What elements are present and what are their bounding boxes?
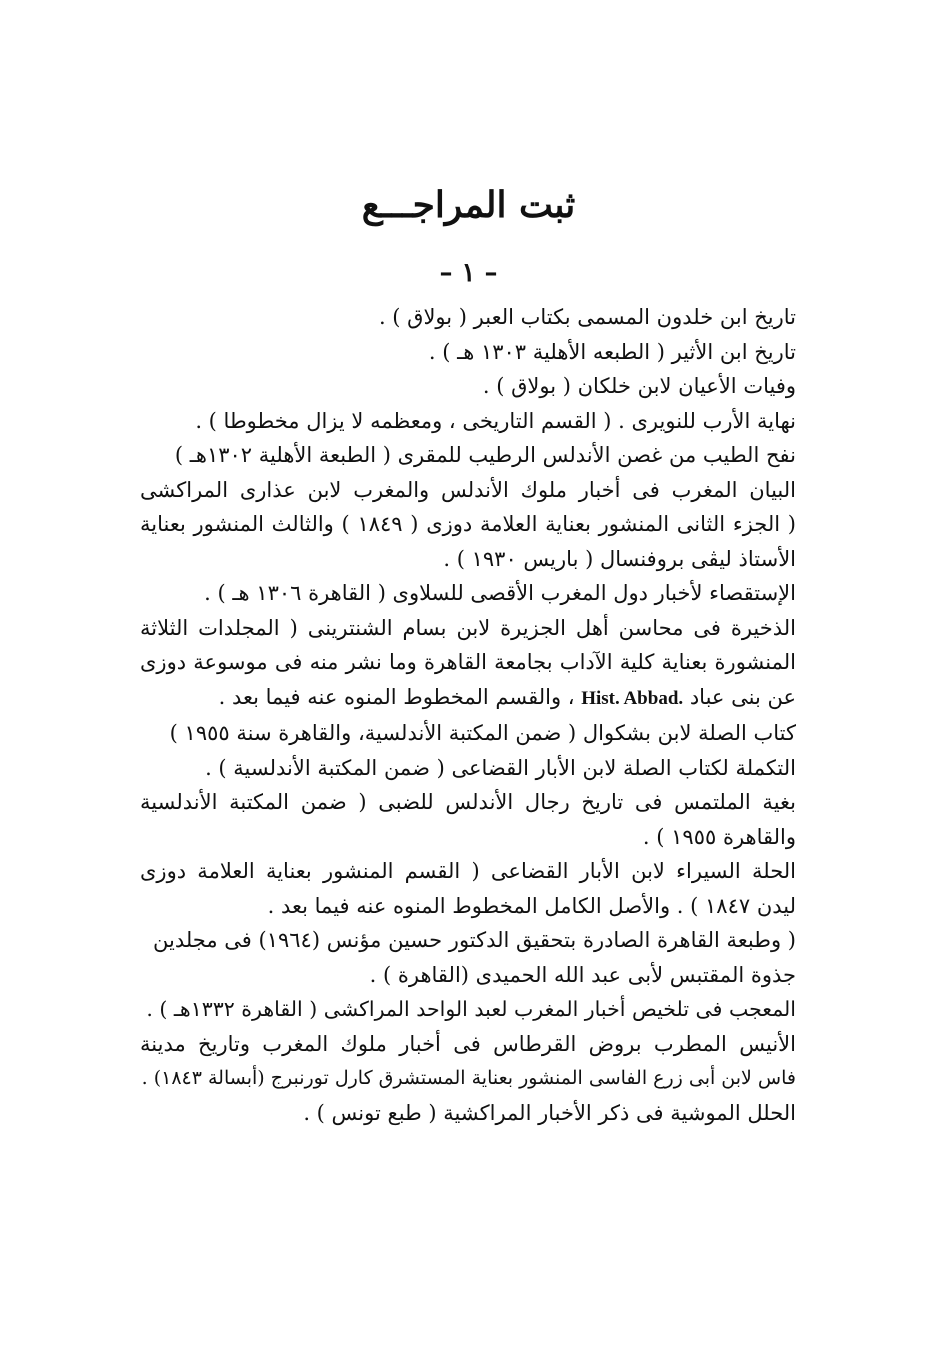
- latin-citation: Hist. Abbad.: [581, 687, 684, 709]
- reference-line: كتاب الصلة لابن بشكوال ( ضمن المكتبة الأندلسية، والقاهرة سنة ١٩٥٥ ): [169, 721, 796, 745]
- reference-line: الإستقصاء لأخبار دول المغرب الأقصى للسلاوى ( القاهرة ١٣٠٦ هـ ) .: [204, 581, 796, 605]
- reference-line: والقاهرة ١٩٥٥ ) .: [642, 824, 796, 849]
- reference-line: تاريخ ابن الأثير ( الطبعه الأهلية ١٣٠٣ هـ ) .: [428, 339, 796, 364]
- reference-line: الأنيس المطرب بروض القرطاس فى أخبار ملوك المغرب وتاريخ مدينة: [140, 1031, 796, 1056]
- reference-entry: [140, 716, 796, 751]
- reference-entry: [140, 611, 796, 717]
- reference-line: الحلل الموشية فى ذكر الأخبار المراكشية ( طبع تونس ) .: [303, 1100, 796, 1125]
- reference-line: التكملة لكتاب الصلة لابن الأبار القضاعى ( ضمن المكتبة الأندلسية ) .: [205, 755, 796, 780]
- reference-entry: [140, 335, 796, 370]
- reference-entry: [140, 438, 796, 473]
- reference-line: ليدن ١٨٤٧ ) . والأصل الكامل المخطوط المنوه عنه فيما بعد .: [267, 893, 796, 918]
- reference-entry: [140, 958, 796, 993]
- reference-entry: [140, 785, 796, 854]
- reference-entry: [140, 854, 796, 958]
- reference-entry: [140, 751, 796, 786]
- reference-entry: [140, 1027, 796, 1096]
- reference-entry: [140, 576, 796, 611]
- reference-line: الذخيرة فى محاسن أهل الجزيرة لابن بسام الشنترينى ( المجلدات الثلاثة: [140, 615, 796, 640]
- reference-entry: [140, 404, 796, 439]
- reference-line: تاريخ ابن خلدون المسمى بكتاب العبر ( بولاق ) .: [378, 305, 796, 329]
- reference-entry: [140, 473, 796, 577]
- reference-line: جذوة المقتبس لأبى عبد الله الحميدى (القاهرة ) .: [369, 962, 796, 987]
- reference-line: ( وطبعة القاهرة الصادرة بتحقيق الدكتور حسين مؤنس (١٩٦٤) فى مجلدين: [153, 928, 796, 952]
- page-title: ثبت المراجـــع: [361, 184, 576, 226]
- reference-line: نفح الطيب من غصن الأندلس الرطيب للمقرى ( الطبعة الأهلية ١٣٠٢هـ ): [174, 443, 796, 467]
- reference-entry: [140, 300, 796, 335]
- reference-entry: [140, 369, 796, 404]
- reference-line: فاس لابن أبى زرع الفاسى المنشور بعناية المستشرق كارل تورنبرج (أبسالة ١٨٤٣) .: [141, 1067, 796, 1089]
- reference-line: المنشورة بعناية كلية الآداب بجامعة القاهرة وما نشر منه فى موسوعة دوزى: [140, 650, 796, 674]
- reference-line: الحلة السيراء لابن الأبار القضاعى ( القسم المنشور بعناية العلامة دوزى: [140, 859, 796, 883]
- reference-text: عن بنى عباد: [689, 684, 796, 709]
- reference-line: [140, 680, 796, 717]
- reference-entry: [140, 1096, 796, 1131]
- reference-entry: [140, 992, 796, 1027]
- section-number: – ١ –: [439, 258, 498, 288]
- reference-line: المعجب فى تلخيص أخبار المغرب لعبد الواحد المراكشى ( القاهرة ١٣٣٢هـ ) .: [146, 997, 796, 1021]
- reference-line: الأستاذ ليڤى بروفنسال ( باريس ١٩٣٠ ) .: [443, 546, 796, 571]
- reference-line: البيان المغرب فى أخبار ملوك الأندلس والمغرب لابن عذارى المراكشى: [140, 477, 796, 502]
- reference-line: وفيات الأعيان لابن خلكان ( بولاق ) .: [482, 374, 796, 398]
- reference-line: ( الجزء الثانى المنشور بعناية العلامة دوزى ( ١٨٤٩ ) والثالث المنشور بعناية: [140, 512, 796, 536]
- reference-text: ، والقسم المخطوط المنوه عنه فيما بعد .: [218, 684, 575, 709]
- reference-line: بغية الملتمس فى تاريخ رجال الأندلس للضبى ( ضمن المكتبة الأندلسية: [140, 790, 797, 814]
- reference-line: نهاية الأرب للنويرى . ( القسم التاريخى ، ومعظمه لا يزال مخطوطا ) .: [195, 408, 796, 433]
- references-list: [140, 300, 796, 1130]
